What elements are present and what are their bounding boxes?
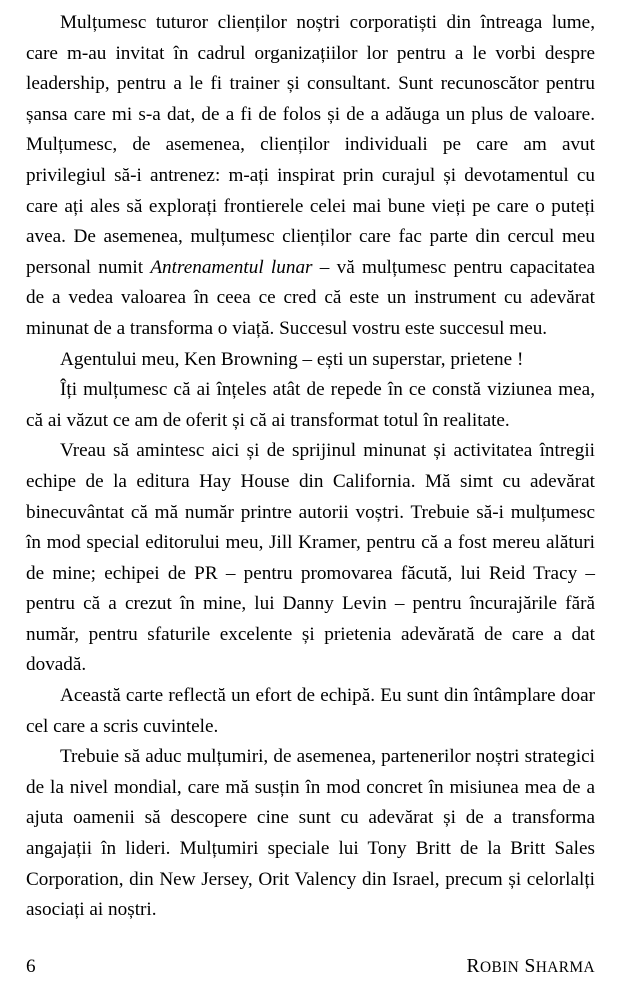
paragraph: Agentului meu, Ken Browning – ești un superstar, prietene ! — [60, 348, 524, 370]
running-head-word2-first: S — [524, 956, 536, 977]
paragraph: Mulțumesc tuturor clienților noștri corporatiști din întreaga lume, care m-au invitat în cadrul organizațiilor lor pentru a le vorbi despre leadership, pentru a le fi trainer și consultant. Sunt recunoscător pentru șansa care mi s-a dat, de a fi de folos și de a adăuga un plus de valoare. Mulțumesc, de asemenea, clienților individuali pe care am avut privilegiul să-i antrenez: m-ați inspirat prin curajul și devotamentul cu care ați ales să explorați frontierele celei mai bune vieți pe care o puteți avea. De asemenea, mulțumesc clienților care fac parte din cercul meu personal numit Antrenamentul lunar – vă mulțumesc pentru capacitatea de a vedea valoarea în ceea ce cred că este un instrument cu adevărat minunat de a transforma o viață. Succesul vostru este succesul meu. — [26, 12, 596, 339]
paragraph: Trebuie să aduc mulțumiri, de asemenea, partenerilor noștri strategici de la nivel mondial, care mă susțin în mod concret în misiunea mea de a ajuta oamenii să descopere cine sunt cu adevărat și de a transforma angajații în lideri. Mulțumiri speciale lui Tony Britt de la Britt Sales Corporation, din New Jersey, Orit Valency din Israel, precum și celorlalți asociați ai noștri. — [26, 746, 595, 921]
running-head — [467, 956, 595, 978]
running-head-word1-first: R — [466, 956, 480, 977]
paragraph: Această carte reflectă un efort de echipă. Eu sunt din întâmplare doar cel care a scris cuvintele. — [26, 685, 595, 737]
italic-phrase: Antrenamentul lunar — [150, 256, 313, 278]
paragraph: Îți mulțumesc că ai înțeles atât de repede în ce constă viziunea mea, că ai văzut ce am de oferit și că ai transformat totul în realitate. — [26, 379, 595, 431]
running-head-word1-rest: OBIN — [479, 959, 520, 976]
page-body — [26, 8, 595, 926]
running-head-word2-rest: HARMA — [535, 959, 595, 976]
page-number: 6 — [26, 956, 36, 977]
paragraph: Vreau să amintesc aici și de sprijinul minunat și activitatea întregii echipe de la editura Hay House din California. Mă simt cu adevărat binecuvântat că mă număr printre autorii voștri. Trebuie să-i mulțumesc în mod special editorului meu, Jill Kramer, pentru că a fost mereu alături de mine; echipei de PR – pentru promovarea făcută, lui Reid Tracy – pentru că a crezut în mine, lui Danny Levin – pentru încurajările fără număr, pentru sfaturile excelente și prietenia adevărată de care a dat dovadă. — [26, 440, 595, 676]
page-footer — [26, 956, 595, 978]
